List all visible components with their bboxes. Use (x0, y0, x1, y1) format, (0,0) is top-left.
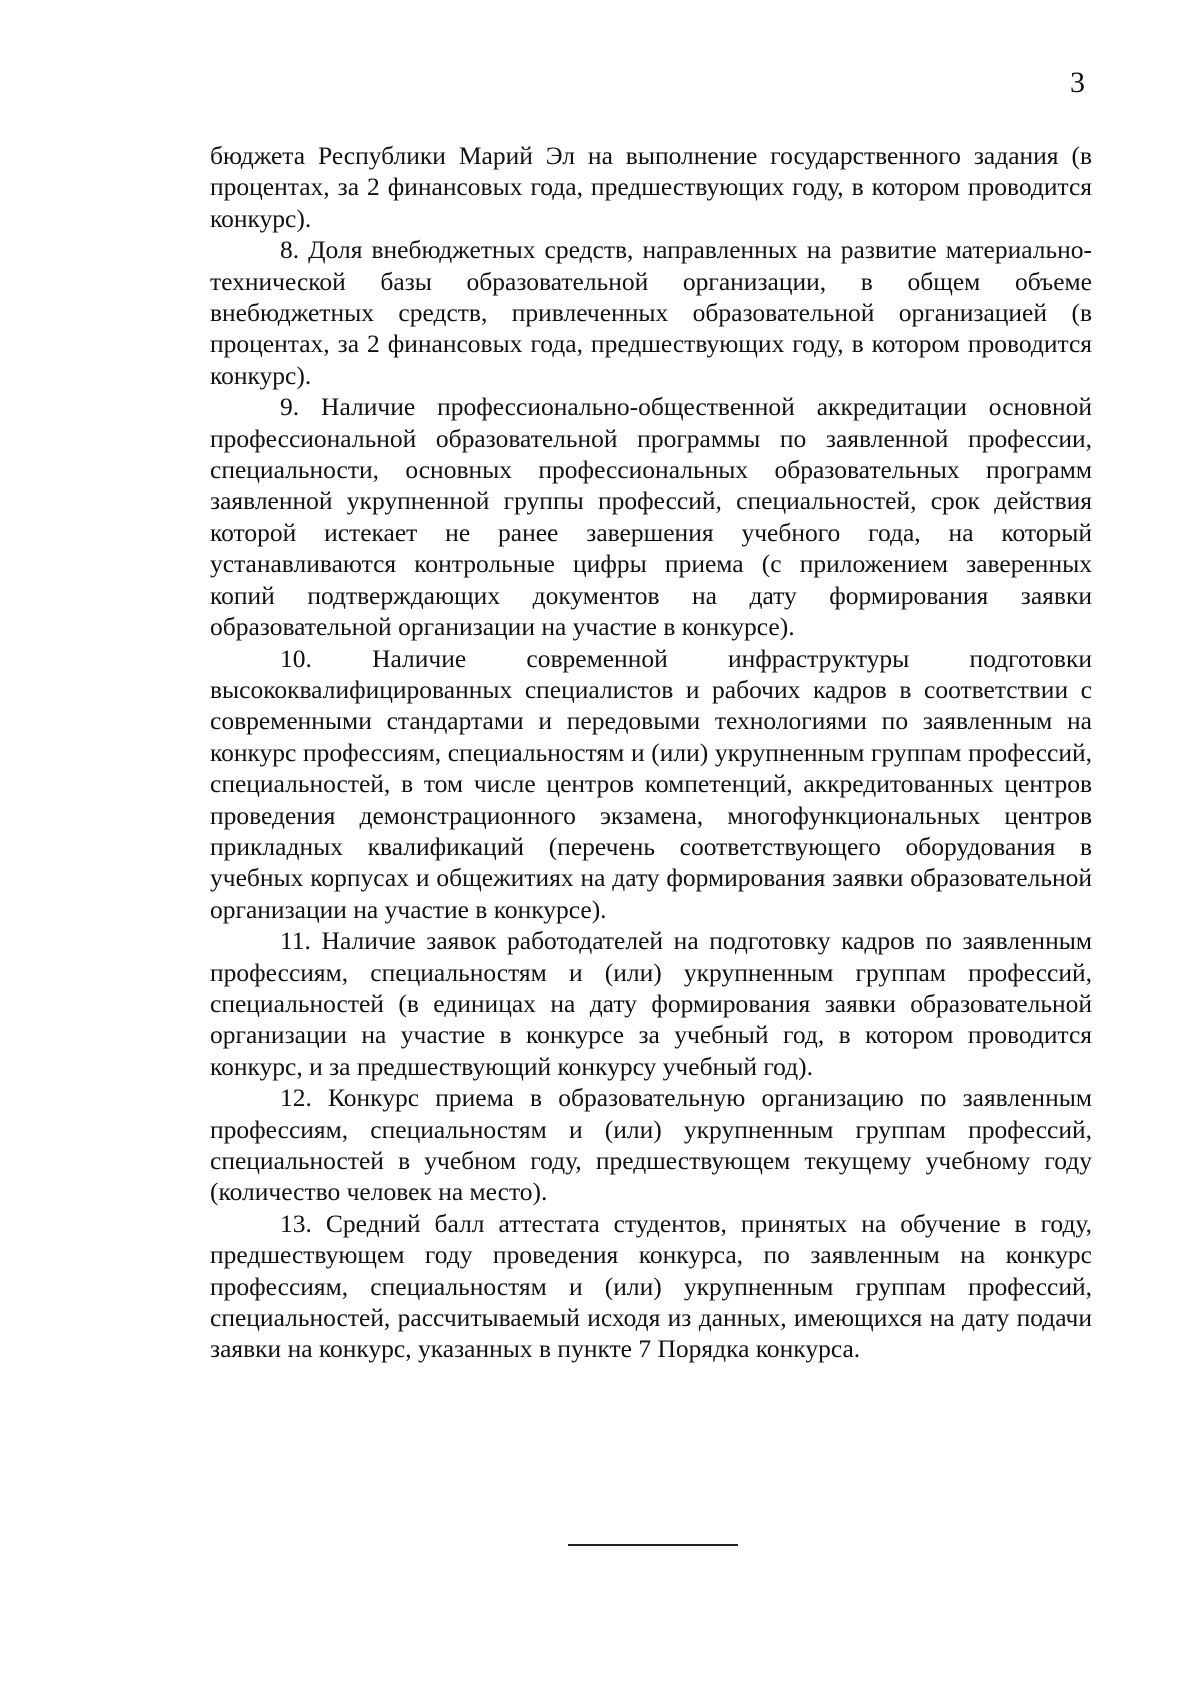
paragraph-item-11: 11. Наличие заявок работодателей на подготовку кадров по заявленным профессиям, специальностям и (или) укрупненным группам профессий, специальностей (в единицах на дату формирования заявки образовательной организации на участие в конкурсе за учебный год, в котором проводится конкурс, и за предшествующий конкурсу учебный год). (210, 926, 1092, 1081)
paragraph-item-12: 12. Конкурс приема в образовательную организацию по заявленным профессиям, специальностям и (или) укрупненным группам профессий, специальностей в учебном году, предшествующем текущему учебному году (количество человек на место). (210, 1083, 1092, 1207)
paragraph-item-8: 8. Доля внебюджетных средств, направленных на развитие материально-технической базы образовательной организации, в общем объеме внебюджетных средств, привлеченных образовательной организацией (в процентах, за 2 финансовых года, предшествующих году, в котором проводится конкурс). (210, 235, 1092, 390)
paragraph-item-9: 9. Наличие профессионально-общественной аккредитации основной профессиональной образовательной программы по заявленной профессии, специальности, основных профессиональных образовательных программ заявленной укрупненной группы профессий, специальностей, срок действия которой истекает не ранее завершения учебного года, на который устанавливаются контрольные цифры приема (с приложением заверенных копий подтверждающих документов на дату формирования заявки образовательной организации на участие в конкурсе). (210, 392, 1092, 642)
document-body (210, 140, 1092, 1365)
paragraph-continuation: бюджета Республики Марий Эл на выполнение государственного задания (в процентах, за 2 финансовых года, предшествующих году, в котором проводится конкурс). (210, 141, 1092, 233)
paragraph-item-10: 10. Наличие современной инфраструктуры подготовки высококвалифицированных специалистов и рабочих кадров в соответствии с современными стандартами и передовыми технологиями по заявленным на конкурс профессиям, специальностям и (или) укрупненным группам профессий, специальностей, в том числе центров компетенций, аккредитованных центров проведения демонстрационного экзамена, многофункциональных центров прикладных квалификаций (перечень соответствующего оборудования в учебных корпусах и общежитиях на дату формирования заявки образовательной организации на участие в конкурсе). (210, 643, 1092, 924)
paragraph-item-13: 13. Средний балл аттестата студентов, принятых на обучение в году, предшествующем году проведения конкурса, по заявленным на конкурс профессиям, специальностям и (или) укрупненным группам профессий, специальностей, рассчитываемый исходя из данных, имеющихся на дату подачи заявки на конкурс, указанных в пункте 7 Порядка конкурса. (210, 1208, 1092, 1364)
end-separator-line (568, 1544, 738, 1546)
page-number: 3 (1070, 66, 1085, 99)
